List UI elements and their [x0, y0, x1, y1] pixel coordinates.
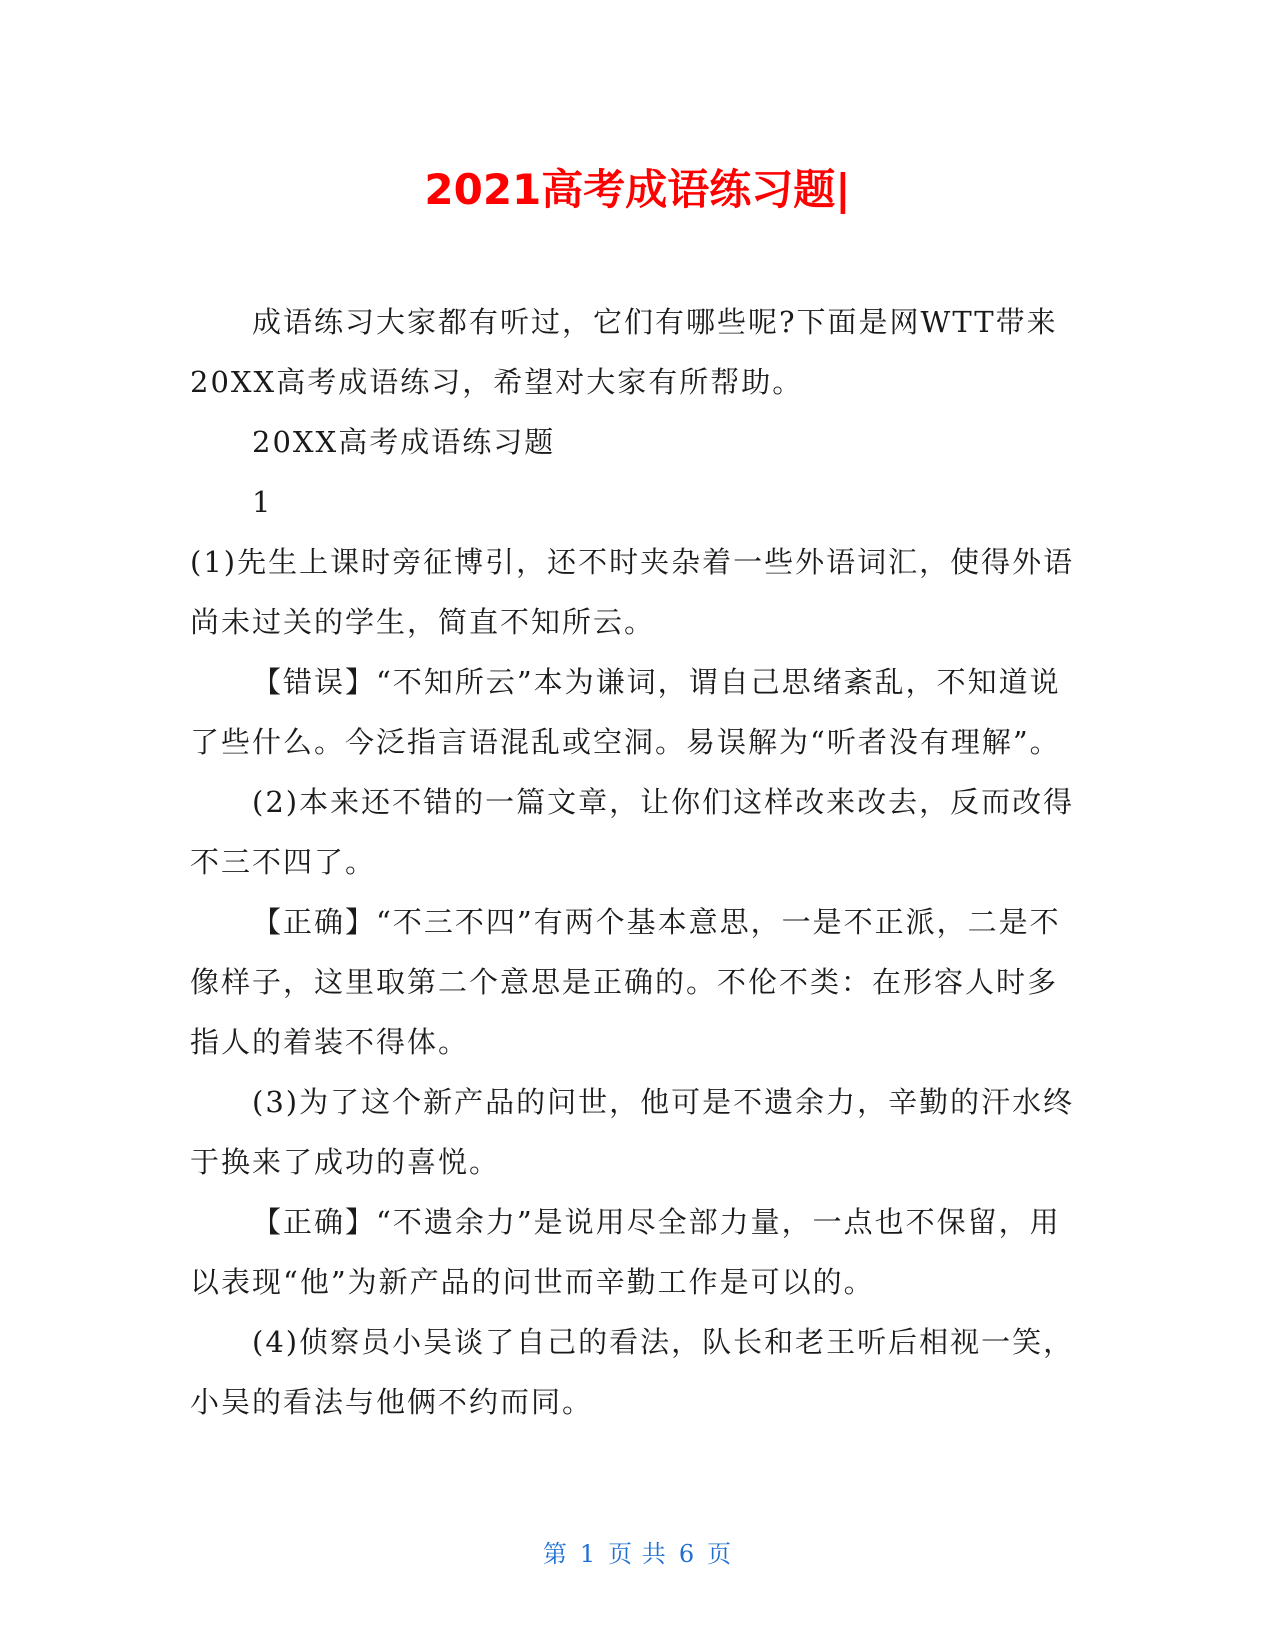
answer-3: 【正确】“不遗余力”是说用尽全部力量，一点也不保留，用以表现“他”为新产品的问世而辛勤工作是可以的。: [190, 1205, 1061, 1299]
question-2: (2)本来还不错的一篇文章，让你们这样改来改去，反而改得不三不四了。: [190, 785, 1075, 879]
page-footer: [0, 1538, 1275, 1570]
question-4: (4)侦察员小吴谈了自己的看法，队长和老王听后相视一笑，小吴的看法与他俩不约而同。: [190, 1325, 1075, 1419]
document-title: 2021高考成语练习题|: [424, 165, 851, 214]
section-number: 1: [252, 485, 273, 519]
answer-1: 【错误】“不知所云”本为谦词，谓自己思绪紊乱，不知道说了些什么。今泛指言语混乱或空洞。易误解为“听者没有理解”。: [190, 665, 1061, 759]
document-body: [190, 292, 1075, 1432]
footer-total-pages: 6: [678, 1540, 696, 1568]
section-heading: 20XX高考成语练习题: [252, 425, 556, 459]
footer-mid: 页 共: [608, 1540, 667, 1568]
answer-2: 【正确】“不三不四”有两个基本意思，一是不正派，二是不像样子，这里取第二个意思是正确的。不伦不类：在形容人时多指人的着装不得体。: [190, 905, 1061, 1059]
intro-paragraph: 成语练习大家都有听过，它们有哪些呢?下面是网WTT带来20XX高考成语练习，希望对大家有所帮助。: [190, 305, 1058, 399]
question-1: (1)先生上课时旁征博引，还不时夹杂着一些外语词汇，使得外语尚未过关的学生，简直不知所云。: [190, 545, 1075, 639]
footer-current-page: 1: [579, 1540, 597, 1568]
footer-prefix: 第: [542, 1540, 568, 1568]
footer-suffix: 页: [707, 1540, 733, 1568]
question-3: (3)为了这个新产品的问世，他可是不遗余力，辛勤的汗水终于换来了成功的喜悦。: [190, 1085, 1075, 1179]
